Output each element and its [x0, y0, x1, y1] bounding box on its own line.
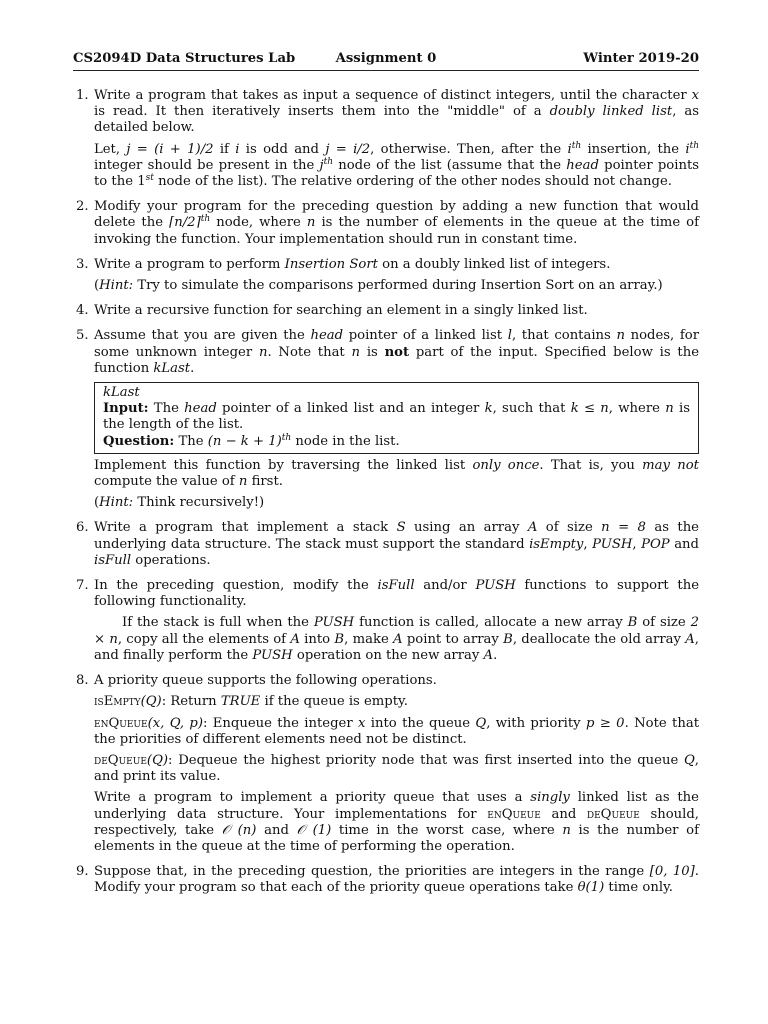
function-spec-box — [94, 382, 699, 454]
question-5 — [73, 328, 699, 511]
question-8-intro: A priority queue supports the following operations. — [94, 673, 437, 689]
question-5-detail: Implement this function by traversing the linked list only once. That is, you may not compute the value of n first. — [94, 457, 699, 490]
page-header — [73, 51, 699, 69]
question-number: 4. — [76, 303, 89, 319]
term-label: Winter 2019-20 — [583, 51, 699, 66]
question-7 — [73, 578, 699, 664]
question-4 — [73, 303, 699, 319]
question-3-text: Write a program to perform Insertion Sort on a doubly linked list of integers. — [94, 256, 611, 272]
question-number: 6. — [76, 520, 89, 536]
question-6 — [73, 520, 699, 569]
course-title: CS2094D Data Structures Lab — [73, 51, 296, 66]
function-spec-title: kLast — [103, 385, 140, 401]
question-3-hint: (Hint: Try to simulate the comparisons performed during Insertion Sort on an array.) — [94, 278, 663, 294]
question-list — [73, 88, 699, 906]
question-number: 3. — [76, 256, 89, 272]
question-4-text: Write a recursive function for searching an element in a singly linked list. — [94, 303, 588, 319]
question-6-text: Write a program that implement a stack S using an array A of size n = 8 as the underlying data structure. The stack must support the standard isEmpty, PUSH, POP and isFull operations. — [94, 520, 699, 568]
question-8-task: Write a program to implement a priority queue that uses a singly linked list as the underlying data structure. Your implementations for enQueue and deQueue should, respectively, take 𝒪 (n) and 𝒪 (1) time in the worst case, where n is the number of elements in the queue at the time of performing the operation. — [94, 790, 699, 854]
operation-dequeue: deQueue(Q): Dequeue the highest priority node that was first inserted into the queue Q, and print its value. — [94, 752, 699, 785]
question-7-detail: If the stack is full when the PUSH function is called, allocate a new array B of size 2 × n, copy all the elements of A into B, make A point to array B, deallocate the old array A, and finally perform the PUSH operation on the new array A. — [94, 615, 699, 663]
question-5-text: Assume that you are given the head pointer of a linked list l, that contains n nodes, for some unknown integer n. Note that n is not part of the input. Specified below is the function kLast. — [94, 328, 700, 376]
question-2-text: Modify your program for the preceding question by adding a new function that would delete the ⌈n/2⌉$^{th}$ node, where n is the number of elements in the queue at the time of invoking the function. Your implementation should run in constant time. — [94, 199, 699, 247]
function-spec-question: Question: The $(n - k + 1)^{th}$ node in the list. — [103, 432, 400, 449]
question-number: 7. — [76, 578, 89, 594]
question-5-hint: (Hint: Think recursively!) — [94, 495, 265, 511]
operation-enqueue: enQueue(x, Q, p): Enqueue the integer x into the queue Q, with priority p ≥ 0. Note that the priorities of different elements need not be distinct. — [94, 715, 699, 747]
question-number: 2. — [76, 199, 89, 215]
question-1-text: Write a program that takes as input a sequence of distinct integers, until the character x is read. It then iteratively inserts them into the "middle" of a doubly linked list, as detailed below. — [94, 88, 699, 136]
question-7-text: In the preceding question, modify the isFull and/or PUSH functions to support the following functionality. — [94, 578, 700, 610]
question-number: 9. — [76, 864, 89, 880]
question-1 — [73, 88, 699, 190]
question-8 — [73, 673, 699, 855]
function-spec-input: Input: The head pointer of a linked list and an integer k, such that k ≤ n, where n is the length of the list. — [103, 401, 690, 433]
question-9-text: Suppose that, in the preceding question, the priorities are integers in the range [0, 10]. Modify your program so that each of the priority queue operations take θ(1) time only. — [94, 864, 699, 896]
question-number: 5. — [76, 328, 89, 344]
operation-isempty: isEmpty(Q): Return TRUE if the queue is empty. — [94, 694, 408, 710]
question-2 — [73, 199, 699, 248]
header-rule — [73, 70, 699, 71]
assignment-title: Assignment 0 — [335, 51, 437, 66]
question-number: 8. — [76, 673, 89, 689]
question-3 — [73, 257, 699, 294]
question-9 — [73, 864, 699, 896]
question-number: 1. — [76, 88, 89, 103]
question-1-detail: Let, j = (i + 1)/2 if i is odd and j = i/2, otherwise. Then, after the $i^{th}$ insertion, the $i^{th}$ integer should be present in the $j^{th}$ node of the list (assume that the head pointer points to the 1st node of the list). The relative ordering of the other nodes should not change. — [94, 140, 700, 190]
